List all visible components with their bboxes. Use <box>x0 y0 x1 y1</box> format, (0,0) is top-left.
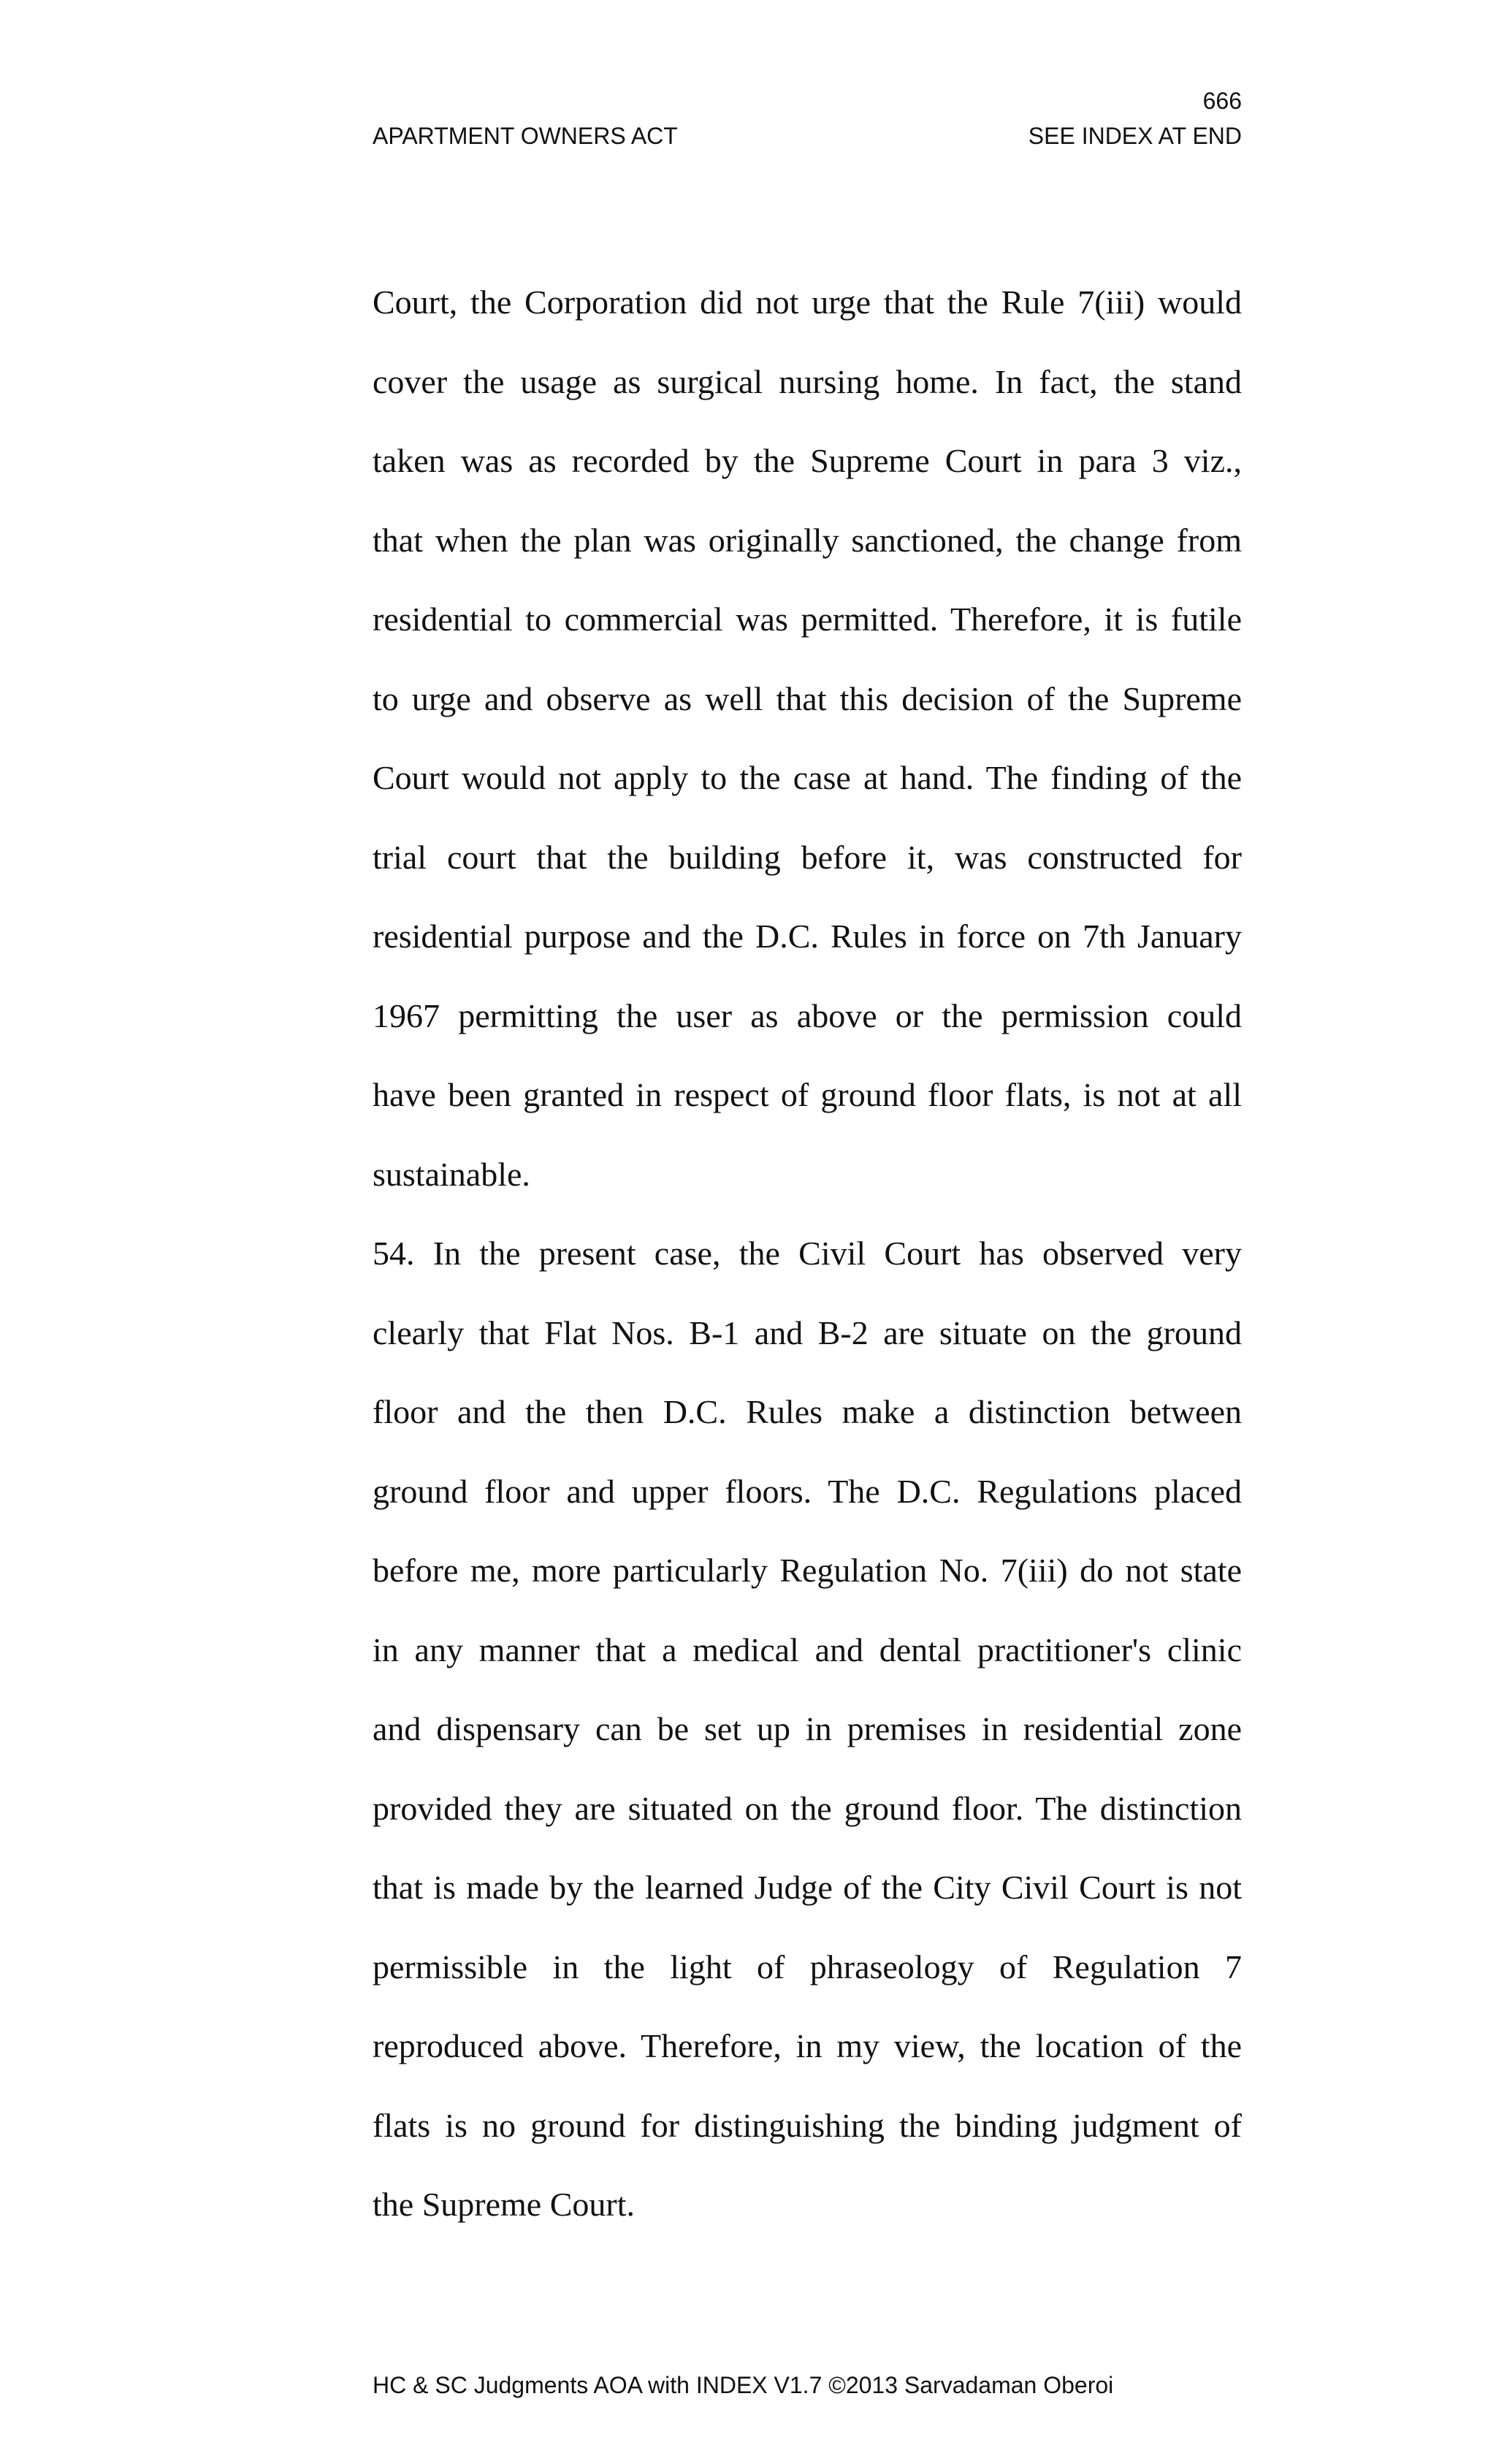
text-line: residential to commercial was permitted. Therefore, it is futile <box>373 600 1242 638</box>
text-line: taken was as recorded by the Supreme Court in para 3 viz., <box>373 442 1242 479</box>
text-line: flats is no ground for distinguishing the binding judgment of <box>373 2106 1242 2144</box>
text-line: reproduced above. Therefore, in my view, the location of the <box>373 2027 1242 2064</box>
text-line: to urge and observe as well that this decision of the Supreme <box>373 679 1242 717</box>
text-line: sustainable. <box>373 1155 530 1193</box>
text-line: clearly that Flat Nos. B-1 and B-2 are situate on the ground <box>373 1313 1242 1351</box>
text-line: permissible in the light of phraseology of Regulation 7 <box>373 1948 1242 1986</box>
text-line: trial court that the building before it, was constructed for <box>373 838 1242 876</box>
text-line: in any manner that a medical and dental practitioner's clinic <box>373 1630 1242 1668</box>
page-footer: HC & SC Judgments AOA with INDEX V1.7 ©2013 Sarvadaman Oberoi <box>373 2372 1114 2398</box>
text-line: 1967 permitting the user as above or the permission could <box>373 996 1242 1034</box>
text-line: that is made by the learned Judge of the City Civil Court is not <box>373 1869 1242 1906</box>
text-line: cover the usage as surgical nursing home. In fact, the stand <box>373 362 1242 400</box>
text-line: that when the plan was originally sanctioned, the change from <box>373 521 1242 559</box>
text-line: provided they are situated on the ground floor. The distinction <box>373 1789 1242 1827</box>
text-line: have been granted in respect of ground floor flats, is not at all <box>373 1076 1242 1113</box>
text-line: before me, more particularly Regulation No. 7(iii) do not state <box>373 1552 1242 1589</box>
text-line: Court, the Corporation did not urge that the Rule 7(iii) would <box>373 283 1242 321</box>
text-line: residential purpose and the D.C. Rules in force on 7th January <box>373 918 1242 955</box>
page-number: 666 <box>1202 88 1242 114</box>
text-line: ground floor and upper floors. The D.C. Regulations placed <box>373 1472 1242 1510</box>
header-act-title: APARTMENT OWNERS ACT <box>373 123 678 149</box>
text-line: floor and the then D.C. Rules make a distinction between <box>373 1393 1242 1430</box>
header-index-note: SEE INDEX AT END <box>1028 123 1242 149</box>
text-line: the Supreme Court. <box>373 2186 635 2223</box>
text-line: Court would not apply to the case at hand. The finding of the <box>373 759 1242 796</box>
text-line: and dispensary can be set up in premises in residential zone <box>373 1710 1242 1747</box>
text-line: 54. In the present case, the Civil Court has observed very <box>373 1235 1242 1272</box>
running-header <box>373 121 1242 150</box>
judgment-body-text <box>373 263 1242 2245</box>
